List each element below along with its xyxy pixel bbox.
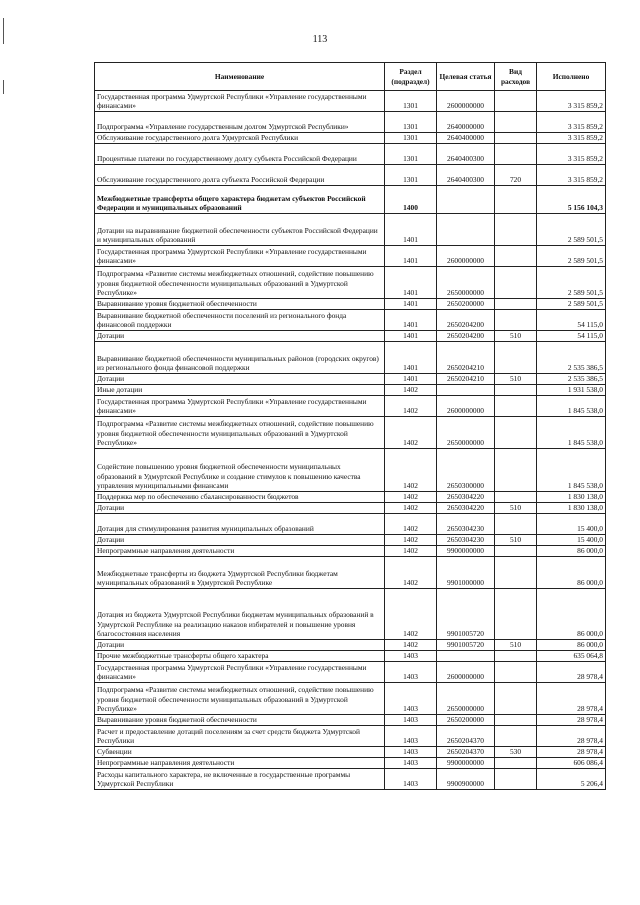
cell-target-article: 2650000000 (437, 267, 495, 299)
cell-target-article (437, 651, 495, 662)
cell-expense-kind (495, 715, 537, 726)
cell-executed: 86 000,0 (537, 589, 606, 640)
cell-name: Дотации (95, 331, 385, 342)
cell-expense-kind (495, 310, 537, 331)
cell-executed: 1 845 538,0 (537, 449, 606, 492)
cell-expense-kind (495, 417, 537, 449)
cell-name: Содействие повышению уровня бюджетной обеспеченности муниципальных образований в Удмуртской Республике и создание стимулов к повышению качества управления муниципальными финансами (95, 449, 385, 492)
table-row (95, 144, 606, 165)
header-expense-kind: Вид расходов (495, 63, 537, 91)
cell-expense-kind (495, 758, 537, 769)
table-row (95, 503, 606, 514)
cell-section: 1403 (385, 683, 437, 715)
table-row (95, 299, 606, 310)
cell-expense-kind (495, 492, 537, 503)
cell-executed: 28 978,4 (537, 662, 606, 683)
cell-executed: 2 535 386,5 (537, 374, 606, 385)
header-executed: Исполнено (537, 63, 606, 91)
cell-section: 1301 (385, 144, 437, 165)
cell-target-article (437, 186, 495, 214)
cell-expense-kind (495, 514, 537, 535)
cell-name: Обслуживание государственного долга субъекта Российской Федерации (95, 165, 385, 186)
cell-target-article: 2600000000 (437, 662, 495, 683)
cell-executed: 2 589 501,5 (537, 246, 606, 267)
cell-expense-kind (495, 186, 537, 214)
cell-name: Непрограммные направления деятельности (95, 758, 385, 769)
cell-executed: 86 000,0 (537, 557, 606, 589)
cell-target-article (437, 214, 495, 246)
cell-executed: 2 589 501,5 (537, 214, 606, 246)
cell-target-article: 9900000000 (437, 546, 495, 557)
cell-target-article: 2650304230 (437, 514, 495, 535)
cell-section: 1401 (385, 374, 437, 385)
cell-target-article: 2640400300 (437, 165, 495, 186)
cell-section: 1402 (385, 640, 437, 651)
page-number: 113 (312, 34, 328, 45)
cell-expense-kind (495, 342, 537, 374)
cell-section: 1402 (385, 492, 437, 503)
cell-section: 1402 (385, 546, 437, 557)
cell-name: Иные дотации (95, 385, 385, 396)
cell-name: Дотации (95, 374, 385, 385)
cell-name: Выравнивание уровня бюджетной обеспеченности (95, 715, 385, 726)
cell-expense-kind (495, 769, 537, 790)
cell-expense-kind (495, 112, 537, 133)
cell-section: 1402 (385, 417, 437, 449)
cell-target-article: 2600000000 (437, 396, 495, 417)
cell-executed: 1 845 538,0 (537, 417, 606, 449)
cell-executed: 3 315 859,2 (537, 144, 606, 165)
cell-section: 1401 (385, 310, 437, 331)
cell-section: 1400 (385, 186, 437, 214)
cell-name: Расходы капитального характера, не включенные в государственные программы Удмуртской Республики (95, 769, 385, 790)
table-row (95, 546, 606, 557)
table-row (95, 514, 606, 535)
table-row (95, 385, 606, 396)
cell-name: Дотации на выравнивание бюджетной обеспеченности субъектов Российской Федерации и муниципальных образований (95, 214, 385, 246)
cell-name: Субвенции (95, 747, 385, 758)
header-section: Раздел (подраздел) (385, 63, 437, 91)
cell-name: Прочие межбюджетные трансферты общего характера (95, 651, 385, 662)
table-row (95, 683, 606, 715)
cell-target-article: 9900900000 (437, 769, 495, 790)
cell-target-article: 2650304230 (437, 535, 495, 546)
scan-edge-mark (3, 18, 4, 44)
cell-target-article: 9901000000 (437, 557, 495, 589)
cell-executed: 2 535 386,5 (537, 342, 606, 374)
cell-executed: 5 206,4 (537, 769, 606, 790)
cell-expense-kind: 510 (495, 374, 537, 385)
cell-name: Выравнивание бюджетной обеспеченности муниципальных районов (городских округов) из регионального фонда финансовой поддержки (95, 342, 385, 374)
cell-executed: 3 315 859,2 (537, 91, 606, 112)
cell-executed: 606 086,4 (537, 758, 606, 769)
cell-executed: 15 400,0 (537, 535, 606, 546)
cell-target-article: 2650204370 (437, 726, 495, 747)
table-header-row (95, 63, 606, 91)
cell-target-article: 2650000000 (437, 417, 495, 449)
table-row (95, 112, 606, 133)
scan-edge-mark (3, 80, 4, 94)
cell-name: Государственная программа Удмуртской Республики «Управление государственными финансами» (95, 396, 385, 417)
table-row (95, 310, 606, 331)
cell-expense-kind (495, 133, 537, 144)
table-row (95, 769, 606, 790)
cell-target-article (437, 385, 495, 396)
cell-section: 1403 (385, 651, 437, 662)
cell-expense-kind (495, 651, 537, 662)
cell-section: 1403 (385, 726, 437, 747)
cell-section: 1402 (385, 503, 437, 514)
cell-executed: 28 978,4 (537, 683, 606, 715)
cell-executed: 3 315 859,2 (537, 112, 606, 133)
cell-section: 1402 (385, 535, 437, 546)
cell-executed: 2 589 501,5 (537, 267, 606, 299)
cell-executed: 2 589 501,5 (537, 299, 606, 310)
cell-expense-kind (495, 267, 537, 299)
cell-executed: 1 845 538,0 (537, 396, 606, 417)
cell-target-article: 2650204370 (437, 747, 495, 758)
cell-name: Межбюджетные трансферты из бюджета Удмуртской Республики бюджетам муниципальных образований в Удмуртской Республике (95, 557, 385, 589)
cell-name: Подпрограмма «Управление государственным долгом Удмуртской Республики» (95, 112, 385, 133)
table-row (95, 165, 606, 186)
cell-target-article: 2600000000 (437, 91, 495, 112)
table-row (95, 133, 606, 144)
cell-name: Процентные платежи по государственному долгу субъекта Российской Федерации (95, 144, 385, 165)
table-row (95, 331, 606, 342)
table-row (95, 449, 606, 492)
cell-target-article: 2650200000 (437, 715, 495, 726)
cell-target-article: 9901005720 (437, 589, 495, 640)
cell-expense-kind: 720 (495, 165, 537, 186)
cell-target-article: 9901005720 (437, 640, 495, 651)
cell-target-article: 9900000000 (437, 758, 495, 769)
cell-section: 1402 (385, 514, 437, 535)
cell-section: 1401 (385, 342, 437, 374)
cell-expense-kind: 510 (495, 640, 537, 651)
cell-section: 1403 (385, 715, 437, 726)
cell-expense-kind: 510 (495, 535, 537, 546)
cell-section: 1402 (385, 385, 437, 396)
table-row (95, 589, 606, 640)
cell-target-article: 2650204210 (437, 342, 495, 374)
cell-name: Подпрограмма «Развитие системы межбюджетных отношений, содействие повышению уровня бюджетной обеспеченности муниципальных образований в Удмуртской Республике» (95, 683, 385, 715)
table-row (95, 640, 606, 651)
cell-target-article: 2650304220 (437, 503, 495, 514)
table-row (95, 91, 606, 112)
cell-target-article: 2640000000 (437, 112, 495, 133)
table-row (95, 535, 606, 546)
cell-target-article: 2650204210 (437, 374, 495, 385)
cell-target-article: 2650204200 (437, 310, 495, 331)
cell-section: 1301 (385, 133, 437, 144)
cell-name: Подпрограмма «Развитие системы межбюджетных отношений, содействие повышению уровня бюджетной обеспеченности муниципальных образований в Удмуртской Республике» (95, 267, 385, 299)
cell-target-article: 2650300000 (437, 449, 495, 492)
cell-expense-kind (495, 726, 537, 747)
table-row (95, 267, 606, 299)
header-target-article: Целевая статья (437, 63, 495, 91)
cell-name: Подпрограмма «Развитие системы межбюджетных отношений, содействие повышению уровня бюджетной обеспеченности муниципальных образований в Удмуртской Республике» (95, 417, 385, 449)
cell-name: Дотации (95, 503, 385, 514)
table-row (95, 726, 606, 747)
cell-expense-kind (495, 683, 537, 715)
cell-name: Выравнивание уровня бюджетной обеспеченности (95, 299, 385, 310)
cell-executed: 3 315 859,2 (537, 165, 606, 186)
cell-section: 1403 (385, 662, 437, 683)
cell-expense-kind: 530 (495, 747, 537, 758)
table-row (95, 557, 606, 589)
cell-expense-kind (495, 589, 537, 640)
cell-expense-kind: 510 (495, 331, 537, 342)
cell-section: 1402 (385, 589, 437, 640)
table-row (95, 214, 606, 246)
table-row (95, 246, 606, 267)
cell-executed: 28 978,4 (537, 726, 606, 747)
cell-section: 1401 (385, 267, 437, 299)
cell-executed: 1 830 138,0 (537, 492, 606, 503)
cell-name: Государственная программа Удмуртской Республики «Управление государственными финансами» (95, 246, 385, 267)
cell-expense-kind: 510 (495, 503, 537, 514)
cell-target-article: 2650304220 (437, 492, 495, 503)
cell-section: 1402 (385, 396, 437, 417)
cell-name: Государственная программа Удмуртской Республики «Управление государственными финансами» (95, 662, 385, 683)
cell-executed: 15 400,0 (537, 514, 606, 535)
cell-expense-kind (495, 299, 537, 310)
cell-section: 1402 (385, 557, 437, 589)
cell-name: Расчет и предоставление дотаций поселениям за счет средств бюджета Удмуртской Республики (95, 726, 385, 747)
table-row (95, 186, 606, 214)
table-row (95, 374, 606, 385)
cell-target-article: 2640400000 (437, 133, 495, 144)
table-row (95, 662, 606, 683)
cell-expense-kind (495, 546, 537, 557)
cell-section: 1403 (385, 747, 437, 758)
cell-executed: 1 830 138,0 (537, 503, 606, 514)
cell-expense-kind (495, 662, 537, 683)
table-row (95, 342, 606, 374)
budget-execution-table (94, 62, 606, 790)
cell-name: Дотации (95, 535, 385, 546)
table-row (95, 417, 606, 449)
cell-section: 1301 (385, 165, 437, 186)
cell-expense-kind (495, 214, 537, 246)
cell-executed: 54 115,0 (537, 331, 606, 342)
cell-executed: 635 064,8 (537, 651, 606, 662)
cell-section: 1301 (385, 91, 437, 112)
header-name: Наименование (95, 63, 385, 91)
table-row (95, 651, 606, 662)
cell-section: 1401 (385, 331, 437, 342)
cell-expense-kind (495, 246, 537, 267)
cell-section: 1301 (385, 112, 437, 133)
cell-name: Межбюджетные трансферты общего характера бюджетам субъектов Российской Федерации и муниципальных образований (95, 186, 385, 214)
cell-executed: 3 315 859,2 (537, 133, 606, 144)
cell-section: 1401 (385, 299, 437, 310)
cell-expense-kind (495, 449, 537, 492)
cell-name: Поддержка мер по обеспечению сбалансированности бюджетов (95, 492, 385, 503)
cell-name: Непрограммные направления деятельности (95, 546, 385, 557)
cell-executed: 86 000,0 (537, 546, 606, 557)
cell-expense-kind (495, 385, 537, 396)
table-row (95, 715, 606, 726)
table-row (95, 758, 606, 769)
cell-executed: 86 000,0 (537, 640, 606, 651)
cell-expense-kind (495, 557, 537, 589)
cell-executed: 54 115,0 (537, 310, 606, 331)
cell-executed: 5 156 104,3 (537, 186, 606, 214)
table-row (95, 747, 606, 758)
cell-target-article: 2650000000 (437, 683, 495, 715)
cell-executed: 28 978,4 (537, 747, 606, 758)
cell-name: Дотация для стимулирования развития муниципальных образований (95, 514, 385, 535)
cell-name: Государственная программа Удмуртской Республики «Управление государственными финансами» (95, 91, 385, 112)
table-row (95, 396, 606, 417)
table-row (95, 492, 606, 503)
cell-target-article: 2650200000 (437, 299, 495, 310)
cell-name: Дотации (95, 640, 385, 651)
cell-target-article: 2600000000 (437, 246, 495, 267)
cell-name: Обслуживание государственного долга Удмуртской Республики (95, 133, 385, 144)
cell-name: Выравнивание бюджетной обеспеченности поселений из регионального фонда финансовой поддержки (95, 310, 385, 331)
cell-executed: 1 931 538,0 (537, 385, 606, 396)
cell-section: 1402 (385, 449, 437, 492)
cell-section: 1401 (385, 246, 437, 267)
cell-expense-kind (495, 144, 537, 165)
cell-expense-kind (495, 396, 537, 417)
cell-name: Дотация из бюджета Удмуртской Республики бюджетам муниципальных образований в Удмуртской Республике на реализацию наказов избирателей и повышение уровня благосостояния населения (95, 589, 385, 640)
cell-target-article: 2640400300 (437, 144, 495, 165)
cell-target-article: 2650204200 (437, 331, 495, 342)
cell-section: 1401 (385, 214, 437, 246)
cell-section: 1403 (385, 758, 437, 769)
cell-expense-kind (495, 91, 537, 112)
cell-executed: 28 978,4 (537, 715, 606, 726)
cell-section: 1403 (385, 769, 437, 790)
